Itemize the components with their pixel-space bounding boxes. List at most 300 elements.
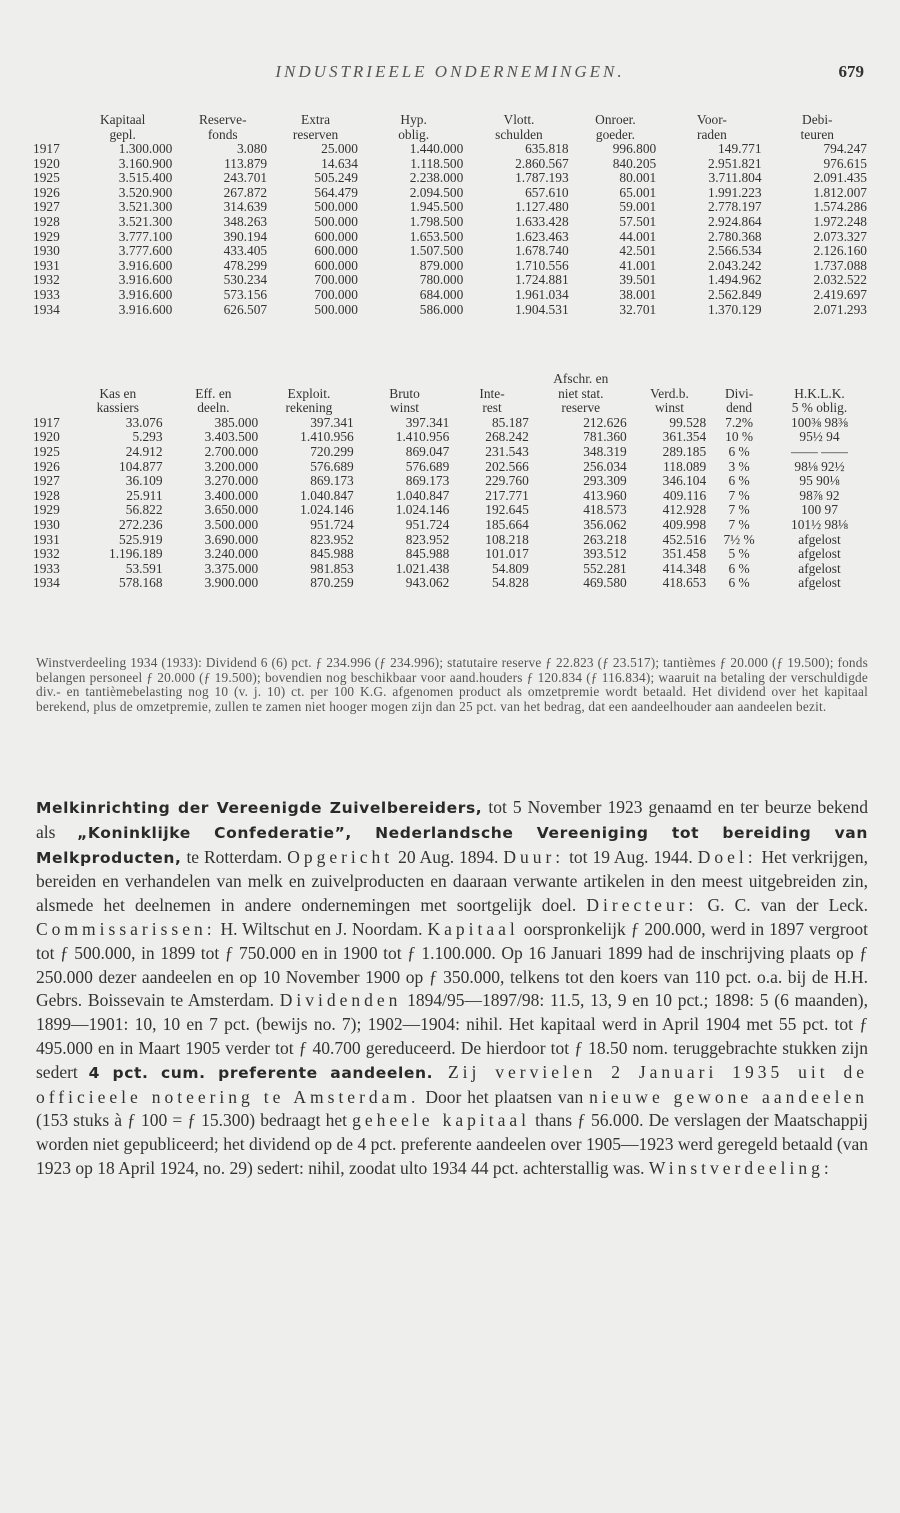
table-cell: 626.507 xyxy=(223,301,268,317)
table-cell: 823.952 xyxy=(310,531,354,547)
table-cell: afgelost xyxy=(798,560,841,576)
table-cell: 104.877 xyxy=(119,458,163,474)
table-cell: 469.580 xyxy=(583,575,627,591)
year-cell: 1932 xyxy=(33,272,60,288)
table-cell: 564.479 xyxy=(314,184,358,200)
table-row xyxy=(30,186,870,201)
table-cell: 10 % xyxy=(725,429,754,445)
table-cell: 2.566.534 xyxy=(708,243,762,259)
table-cell: 1.972.248 xyxy=(813,213,867,229)
table-cell: 57.501 xyxy=(619,213,657,229)
year-cell: 1917 xyxy=(33,414,60,430)
table-cell: 2.700.000 xyxy=(204,443,259,459)
table-row xyxy=(30,576,870,591)
table-cell: 7 % xyxy=(728,502,750,518)
keyword-dividenden: Dividenden xyxy=(279,990,402,1011)
table-cell: 1.633.428 xyxy=(515,213,569,229)
table-cell: 393.512 xyxy=(583,546,627,562)
table-cell: 98⅛ 92½ xyxy=(794,458,845,474)
table-cell: 500.000 xyxy=(314,301,358,317)
table-header-row xyxy=(30,372,870,416)
table-cell: 845.988 xyxy=(405,546,450,562)
table-row xyxy=(30,303,870,318)
table-cell: 2.043.242 xyxy=(708,257,762,273)
table-cell: 256.034 xyxy=(583,458,627,474)
table-cell: 478.299 xyxy=(223,257,268,273)
table-cell: 65.001 xyxy=(619,184,657,200)
table-cell: 346.104 xyxy=(662,473,707,489)
table-row xyxy=(30,460,870,475)
table-row xyxy=(30,489,870,504)
table-cell: 781.360 xyxy=(583,429,627,445)
table-cell: 720.299 xyxy=(310,443,354,459)
keyword-doel: Doel: xyxy=(697,846,757,867)
table-cell: 2.951.821 xyxy=(708,155,762,171)
table-cell: 101.017 xyxy=(485,546,529,562)
table-cell: 576.689 xyxy=(405,458,450,474)
table-cell: 976.615 xyxy=(823,155,867,171)
table-cell: —— —— xyxy=(791,443,848,459)
year-cell: 1920 xyxy=(33,429,60,445)
year-cell: 1920 xyxy=(33,155,60,171)
table-cell: 231.543 xyxy=(485,443,529,459)
running-title: INDUSTRIEELE ONDERNEMINGEN. xyxy=(275,62,625,81)
table-cell: 5 % xyxy=(728,546,750,562)
table-cell: 981.853 xyxy=(310,560,354,576)
table-cell: 25.911 xyxy=(126,487,163,503)
table-cell: 1.118.500 xyxy=(410,155,464,171)
table-cell: 700.000 xyxy=(314,272,358,288)
table-cell: 452.516 xyxy=(662,531,707,547)
table-row xyxy=(30,547,870,562)
table-cell: 418.573 xyxy=(583,502,627,518)
keyword-duur: Duur: xyxy=(503,846,565,867)
table-cell: 2.780.368 xyxy=(708,228,762,244)
table-cell: 3.520.900 xyxy=(118,184,173,200)
table-cell: 1.410.956 xyxy=(300,429,354,445)
year-cell: 1926 xyxy=(33,458,60,474)
table-cell: 243.701 xyxy=(223,170,268,186)
table-cell: 263.218 xyxy=(583,531,627,547)
table-cell: 2.071.293 xyxy=(813,301,867,317)
table-cell: 600.000 xyxy=(314,243,358,259)
table-cell: 3.711.804 xyxy=(708,170,762,186)
table-cell: 870.259 xyxy=(310,575,354,591)
table-cell: 351.458 xyxy=(662,546,707,562)
table-row xyxy=(30,171,870,186)
table-cell: 3.160.900 xyxy=(118,155,173,171)
year-cell: 1928 xyxy=(33,487,60,503)
table-cell: 869.047 xyxy=(405,443,450,459)
table-cell: 2.073.327 xyxy=(813,228,867,244)
table-cell: 1.040.847 xyxy=(300,487,354,503)
article-text: Door het plaatsen van xyxy=(419,1086,590,1107)
keyword-directeur: Directeur: xyxy=(586,895,698,916)
profit-distribution-note: Winstverdeeling 1934 (1933): Dividend 6 (6) pct. ƒ 234.996 (ƒ 234.996); statutaire reserve ƒ 22.823 (ƒ 23.517); tantièmes ƒ 20.000 (ƒ 19.500); fonds belangen personeel ƒ 20.000 (ƒ 19.500); bovendien nog beschikbaar voor aand.houders ƒ 120.834 (ƒ 116.834); waaruit na betaling der verschuldigde div.- en tantièmebelasting nog 10 (v. j. 10) ct. per 100 K.G. afgenomen product als omzetpremie wordt betaald. Het dividend over het kapitaal berekend, plus de omzetpremie, zullen te zamen niet hooger mogen zijn dan 25 pct. van het bedrag, dat een aandeelhouder aan aandeelen bezit. xyxy=(36,655,868,715)
table-cell: afgelost xyxy=(798,531,841,547)
table-cell: 2.032.522 xyxy=(813,272,867,288)
table-cell: 3.916.600 xyxy=(118,257,173,273)
table-cell: 2.924.864 xyxy=(708,213,762,229)
table-cell: 25.000 xyxy=(321,141,358,156)
table-cell: 356.062 xyxy=(583,516,627,532)
table-cell: 7 % xyxy=(728,516,750,532)
table-row xyxy=(30,430,870,445)
table-cell: 1.787.193 xyxy=(515,170,569,186)
table-row xyxy=(30,142,870,157)
table-cell: 3.900.000 xyxy=(204,575,259,591)
table-cell: 1.678.740 xyxy=(515,243,569,259)
year-cell: 1925 xyxy=(33,170,60,186)
table-cell: 700.000 xyxy=(314,286,358,302)
table-cell: 293.309 xyxy=(583,473,627,489)
table-cell: 1.300.000 xyxy=(118,141,173,156)
year-cell: 1931 xyxy=(33,531,60,547)
table-cell: 6 % xyxy=(728,473,750,489)
table-cell: 3.650.000 xyxy=(204,502,259,518)
column-header: Eff. en deeln. xyxy=(195,385,232,416)
table-cell: 98⅞ 92 xyxy=(799,487,840,503)
year-cell: 1932 xyxy=(33,546,60,562)
table-row xyxy=(30,533,870,548)
table-cell: 3.240.000 xyxy=(204,546,259,562)
table-header-row xyxy=(30,112,870,142)
table-cell: 272.236 xyxy=(119,516,163,532)
table-cell: 3.777.600 xyxy=(118,243,173,259)
table-cell: 943.062 xyxy=(405,575,450,591)
article-text: 1894/95—1897/98: 11.5, 13, 9 en 10 pct.; 1898: 5 (6 maanden), 1899—1901: 10, 10 en 7 pct. (bewijs no. 7); 1902—1904: nihil. Het kapitaal werd in April 1904 met 55 pct. tot ƒ 495.000 en in Maart 1905 verder tot ƒ 40.700 gereduceerd. De hierdoor tot ƒ 18.50 nom. teruggebrachte stukken zijn sedert xyxy=(36,990,868,1082)
table-cell: 3.916.600 xyxy=(118,272,173,288)
table-cell: 397.341 xyxy=(405,414,450,430)
table-cell: 2.778.197 xyxy=(708,199,762,215)
table-cell: 1.196.189 xyxy=(109,546,163,562)
column-header xyxy=(30,112,70,142)
table-cell: 108.218 xyxy=(485,531,529,547)
table-cell: 409.998 xyxy=(662,516,707,532)
table-cell: 149.771 xyxy=(718,141,762,156)
keyword-kapitaal: Kapitaal xyxy=(427,918,519,939)
table-cell: 1.798.500 xyxy=(409,213,464,229)
table-row xyxy=(30,215,870,230)
table-row xyxy=(30,562,870,577)
table-cell: 3.200.000 xyxy=(204,458,259,474)
table-cell: 289.185 xyxy=(662,443,707,459)
article-text: te Rotterdam. xyxy=(181,846,288,867)
table-row xyxy=(30,288,870,303)
table-cell: 2.419.697 xyxy=(813,286,867,302)
column-header: Reserve- fonds xyxy=(198,112,247,142)
column-header: Kas en kassiers xyxy=(96,385,139,416)
year-cell: 1930 xyxy=(33,243,60,259)
article-text: tot 5 November 1923 genaamd en ter beurze bekend als xyxy=(36,797,868,842)
article-text: H. Wiltschut en J. Noordam. xyxy=(215,918,428,939)
column-header: Divi- dend xyxy=(724,385,754,416)
keyword-geheele: geheele kapitaal xyxy=(352,1110,530,1131)
table-cell: 600.000 xyxy=(314,228,358,244)
table-cell: 1.710.556 xyxy=(515,257,569,273)
table-cell: 2.860.567 xyxy=(515,155,569,171)
table-cell: 348.319 xyxy=(583,443,627,459)
table-cell: 185.664 xyxy=(485,516,529,532)
year-cell: 1931 xyxy=(33,257,60,273)
table-cell: 397.341 xyxy=(310,414,354,430)
table-row xyxy=(30,416,870,431)
column-header: Exploit. rekening xyxy=(285,385,333,416)
table-cell: 1.440.000 xyxy=(409,141,464,156)
table-cell: 314.639 xyxy=(223,199,268,215)
table-cell: 56.822 xyxy=(125,502,163,518)
table-cell: 3.916.600 xyxy=(118,286,173,302)
table-row xyxy=(30,157,870,172)
table-cell: 33.076 xyxy=(125,414,163,430)
year-cell: 1927 xyxy=(33,199,60,215)
table-cell: 95½ 94 xyxy=(799,429,840,445)
table-cell: 576.689 xyxy=(310,458,354,474)
table-cell: 7.2% xyxy=(725,414,754,430)
table-cell: afgelost xyxy=(798,575,841,591)
table-cell: 3.690.000 xyxy=(204,531,259,547)
column-header: Extra reserven xyxy=(292,112,339,142)
table-cell: 530.234 xyxy=(223,272,268,288)
table-cell: 348.263 xyxy=(223,213,268,229)
column-header: Vlott. schulden xyxy=(495,112,543,142)
table-cell: 552.281 xyxy=(583,560,627,576)
table-cell: 1.961.034 xyxy=(515,286,569,302)
table-cell: 869.173 xyxy=(310,473,354,489)
table-cell: 42.501 xyxy=(619,243,657,259)
year-cell: 1925 xyxy=(33,443,60,459)
table-cell: 59.001 xyxy=(619,199,657,215)
year-cell: 1934 xyxy=(33,575,60,591)
table-cell: 2.091.435 xyxy=(813,170,867,186)
column-header: Debi- teuren xyxy=(800,112,835,142)
table-row xyxy=(30,259,870,274)
table-cell: 5.293 xyxy=(132,429,163,445)
table-cell: 217.771 xyxy=(485,487,529,503)
table-cell: 1.724.881 xyxy=(515,272,569,288)
table-cell: 7 % xyxy=(728,487,750,503)
table-cell: 118.089 xyxy=(663,458,707,474)
article-text: Het verkrijgen, bereiden en verhandelen van melk en zuivelproducten en daaraan verwante artikelen in den meest uitgebreiden zin, alsmede het deelnemen in andere ondernemingen met soortgelijk doel. xyxy=(36,846,868,916)
table-cell: 635.818 xyxy=(525,141,569,156)
article-text: G. C. van der Leck. xyxy=(697,895,868,916)
keyword-opgericht: Opgericht xyxy=(287,846,394,867)
keyword-nieuwe: nieuwe gewone aandeelen xyxy=(589,1086,868,1107)
column-header xyxy=(30,372,70,416)
table-cell: 80.001 xyxy=(619,170,657,186)
table-cell: 54.809 xyxy=(491,560,529,576)
table-cell: 212.626 xyxy=(583,414,627,430)
table-cell: 1.040.847 xyxy=(395,487,450,503)
table-row xyxy=(30,230,870,245)
table-row xyxy=(30,503,870,518)
table-cell: 36.109 xyxy=(125,473,163,489)
table-cell: 840.205 xyxy=(612,155,657,171)
table-cell: 3.270.000 xyxy=(204,473,259,489)
table-cell: 3.403.500 xyxy=(204,429,259,445)
balance-table xyxy=(30,112,870,317)
table-cell: 6 % xyxy=(728,560,750,576)
column-header: Onroer. goeder. xyxy=(595,112,636,142)
results-table xyxy=(30,372,870,591)
year-cell: 1926 xyxy=(33,184,60,200)
table-cell: 409.116 xyxy=(663,487,707,503)
company-alias: „Koninklijke Confederatie”, Nederlandsche Vereeniging tot bereiding van Melkproducten, xyxy=(36,823,868,867)
table-cell: 505.249 xyxy=(314,170,358,186)
table-cell: 1.127.480 xyxy=(515,199,569,215)
table-cell: 500.000 xyxy=(314,213,358,229)
article-text: 20 Aug. 1894. xyxy=(393,846,504,867)
column-header: Inte- rest xyxy=(479,385,505,416)
table-cell: 2.094.500 xyxy=(409,184,464,200)
table-cell: 951.724 xyxy=(405,516,450,532)
table-cell: 996.800 xyxy=(612,141,657,156)
article-text: tot 19 Aug. 1944. xyxy=(564,846,698,867)
table-cell: 38.001 xyxy=(619,286,657,302)
table-cell: 586.000 xyxy=(419,301,464,317)
table-cell: 1.024.146 xyxy=(395,502,450,518)
table-cell: 2.562.849 xyxy=(708,286,762,302)
year-cell: 1930 xyxy=(33,516,60,532)
column-header: Kapitaal gepl. xyxy=(99,112,146,142)
table-row xyxy=(30,244,870,259)
year-cell: 1928 xyxy=(33,213,60,229)
article-text: (153 stuks à ƒ 100 = ƒ 15.300) bedraagt het xyxy=(36,1110,353,1131)
table-row xyxy=(30,200,870,215)
table-cell: 3.916.600 xyxy=(118,301,173,317)
table-cell: 99.528 xyxy=(669,414,707,430)
table-cell: 1.812.007 xyxy=(813,184,867,200)
table-cell: 3.521.300 xyxy=(118,213,173,229)
table-cell: 1.904.531 xyxy=(515,301,569,317)
year-cell: 1933 xyxy=(33,560,60,576)
table-cell: 7½ % xyxy=(723,531,755,547)
table-cell: 869.173 xyxy=(405,473,450,489)
table-cell: 101½ 98⅛ xyxy=(791,516,848,532)
year-cell: 1934 xyxy=(33,301,60,317)
table-cell: 100⅜ 98⅜ xyxy=(791,414,848,430)
table-cell: 1.945.500 xyxy=(409,199,464,215)
table-cell: 361.354 xyxy=(662,429,707,445)
table-cell: 418.653 xyxy=(662,575,707,591)
table-cell: 2.126.160 xyxy=(813,243,867,259)
running-head xyxy=(0,62,900,86)
preferent-shares: 4 pct. cum. preferente aandeelen. xyxy=(88,1063,434,1082)
table-cell: 780.000 xyxy=(419,272,464,288)
keyword-commissarissen: Commissarissen: xyxy=(36,918,216,939)
table-cell: 573.156 xyxy=(223,286,268,302)
table-cell: 525.919 xyxy=(119,531,163,547)
table-cell: 412.928 xyxy=(662,502,707,518)
table-cell: 823.952 xyxy=(405,531,450,547)
table-cell: 1.024.146 xyxy=(300,502,354,518)
table-cell: 1.574.286 xyxy=(813,199,867,215)
table-cell: 578.168 xyxy=(119,575,163,591)
table-cell: 600.000 xyxy=(314,257,358,273)
table-cell: 14.634 xyxy=(321,155,358,171)
table-cell: 1.653.500 xyxy=(409,228,464,244)
table-cell: 3.521.300 xyxy=(118,199,173,215)
year-cell: 1927 xyxy=(33,473,60,489)
table-cell: 794.247 xyxy=(823,141,867,156)
year-cell: 1929 xyxy=(33,228,60,244)
table-cell: 95 90⅛ xyxy=(799,473,840,489)
table-cell: 3.080 xyxy=(236,141,268,156)
table-cell: 39.501 xyxy=(619,272,657,288)
table-row xyxy=(30,474,870,489)
table-cell: 1.021.438 xyxy=(395,560,450,576)
column-header: Voor- raden xyxy=(696,112,727,142)
table-row xyxy=(30,445,870,460)
column-header: Afschr. en niet stat. reserve xyxy=(553,371,609,416)
table-cell: 951.724 xyxy=(310,516,354,532)
column-header: Hyp. oblig. xyxy=(398,112,430,142)
table-cell: 500.000 xyxy=(314,199,358,215)
keyword-winst: Winstverdeeling: xyxy=(648,1157,833,1178)
table-cell: 6 % xyxy=(728,575,750,591)
column-header: Bruto winst xyxy=(389,385,420,416)
table-cell: 268.242 xyxy=(485,429,529,445)
table-cell: 1.370.129 xyxy=(708,301,762,317)
column-header: Verd.b. winst xyxy=(650,385,689,416)
table-cell: 3.400.000 xyxy=(204,487,259,503)
table-cell: 433.405 xyxy=(223,243,268,259)
company-article xyxy=(36,796,868,1181)
table-cell: 24.912 xyxy=(125,443,163,459)
table-cell: 1.623.463 xyxy=(515,228,569,244)
table-cell: 845.988 xyxy=(310,546,354,562)
table-cell: 100 97 xyxy=(801,502,838,518)
table-cell: 85.187 xyxy=(491,414,529,430)
company-name: Melkinrichting der Vereenigde Zuivelbereiders, xyxy=(36,799,483,817)
table-cell: 1.494.962 xyxy=(708,272,762,288)
table-cell: 192.645 xyxy=(485,502,529,518)
table-cell: 385.000 xyxy=(214,414,259,430)
article-text: thans ƒ 56.000. De verslagen der Maatschappij worden niet gepubliceerd; het dividend op de 4 pct. preferente aandeelen over 1905—1923 werd geregeld betaald (van 1923 op 18 April 1924, no. 29) sedert: nihil, zoodat ulto 1934 44 pct. achterstallig was. xyxy=(36,1110,868,1178)
table-cell: 414.348 xyxy=(662,560,707,576)
year-cell: 1933 xyxy=(33,286,60,302)
table-cell: 2.238.000 xyxy=(409,170,464,186)
table-cell: afgelost xyxy=(798,546,841,562)
column-header: H.K.L.K. 5 % oblig. xyxy=(791,385,848,416)
table-cell: 44.001 xyxy=(619,228,657,244)
table-cell: 1.410.956 xyxy=(395,429,450,445)
year-cell: 1929 xyxy=(33,502,60,518)
table-cell: 6 % xyxy=(728,443,750,459)
table-cell: 413.960 xyxy=(583,487,627,503)
table-cell: 879.000 xyxy=(419,257,464,273)
table-cell: 3.777.100 xyxy=(118,228,173,244)
table-cell: 53.591 xyxy=(125,560,163,576)
table-cell: 113.879 xyxy=(224,155,268,171)
table-cell: 3.515.400 xyxy=(118,170,173,186)
table-cell: 1.507.500 xyxy=(409,243,464,259)
table-cell: 3.375.000 xyxy=(204,560,259,576)
page-number: 679 xyxy=(838,62,864,81)
table-cell: 32.701 xyxy=(619,301,657,317)
table-cell: 41.001 xyxy=(619,257,657,273)
table-row xyxy=(30,518,870,533)
table-row xyxy=(30,273,870,288)
table-cell: 657.610 xyxy=(525,184,569,200)
table-cell: 54.828 xyxy=(491,575,529,591)
table-cell: 267.872 xyxy=(223,184,268,200)
article-text: oorspronkelijk ƒ 200.000, werd in 1897 vergroot tot ƒ 500.000, in 1899 tot ƒ 750.000 en in 1900 tot ƒ 1.100.000. Op 16 Januari 1899 had de inschrijving plaats op ƒ 250.000 dezer aandeelen en op 10 November 1900 op ƒ 350.000, telkens tot den koers van 110 pct. o.a. bij de H.H. Gebrs. Boissevain te Amsterdam. xyxy=(36,918,868,1011)
table-cell: 3 % xyxy=(728,458,750,474)
table-cell: 684.000 xyxy=(419,286,464,302)
table-cell: 1.991.223 xyxy=(708,184,762,200)
table-cell: 3.500.000 xyxy=(204,516,259,532)
